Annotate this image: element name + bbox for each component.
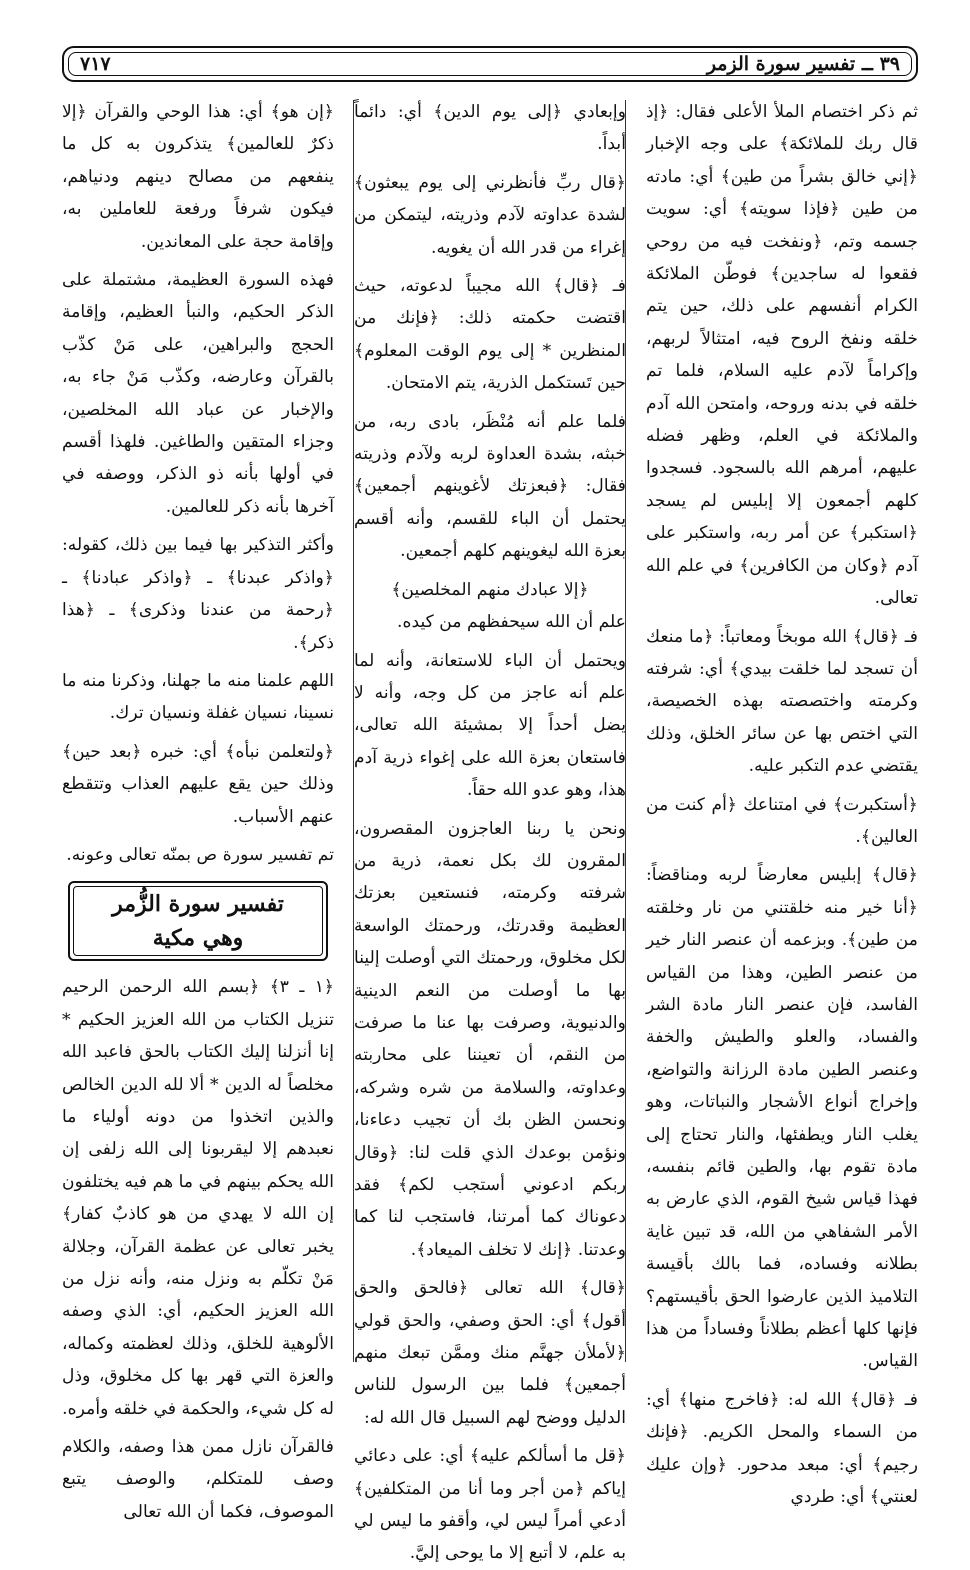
paragraph: ﴿قال﴾ إبليس معارضاً لربه ومناقضاً: ﴿أنا خير منه خلقتني من نار وخلقته من طين﴾. وبزعمه أن عنصر النار خير من عنصر الطين، وهذا من القياس الفاسد، فإن عنصر النار مادة الشر والفساد، والعلو والطيش والخفة وعنصر الطين مادة الرزانة والتواضع، وإخراج أنواع الأشجار والنباتات، وهو يغلب النار ويطفئها، والنار تحتاج إلى مادة تقوم بها، والطين قائم بنفسه، فهذا قياس شيخ القوم، الذي عارض به الأمر الشفاهي من الله، قد تبين غاية بطلانه وفساده، فما بالك بأقيسة التلاميذ الذين عارضوا الحق بأقيستهم؟ فإنها كلها أعظم بطلاناً وفساداً من هذا القياس. [646, 865, 918, 1372]
surah-title-box [68, 881, 328, 961]
paragraph: ﴿قل ما أسألكم عليه﴾ أي: على دعائي إياكم ﴿من أجر وما أنا من المتكلفين﴾ أدعي أمراً ليس لي، وأقفو ما ليس لي به علم، لا أتبع إلا ما يوحى إليَّ. [354, 1446, 626, 1564]
left-column [62, 96, 334, 1522]
paragraph: ونحن يا ربنا العاجزون المقصرون، المقرون لك بكل نعمة، ذرية من شرفته وكرمته، فنستعين بعزتك العظيمة وقدرتك، ورحمتك الواسعة لكل مخلوق، ورحمتك التي أوصلت إلينا بها ما أوصلت من النعم الدينية والدنيوية، وصرفت بها عنا ما صرفت من النقم، أن تعيننا على محاربته وعداوته، والسلامة من شره وشركه، ونحسن الظن بك أن تجيب دعاءنا، ونؤمن بوعدك الذي قلت لنا: ﴿وقال ربكم ادعوني أستجب لكم﴾ فقد دعوناك كما أمرتنا، فاستجب لنا كما وعدتنا. ﴿إنك لا تخلف الميعاد﴾. [354, 818, 626, 1260]
paragraph: ﴿إلا عبادك منهم المخلصين﴾ [391, 579, 589, 600]
paragraph: فـ ﴿قال﴾ الله مجيباً لدعوته، حيث اقتضت حكمته ذلك: ﴿فإنك من المنظرين * إلى يوم الوقت المعلوم﴾ حين تَستكمل الذرية، يتم الامتحان. [354, 276, 626, 394]
paragraph: ﴿أستكبرت﴾ في امتناعك ﴿أم كنت من العالين﴾. [646, 794, 918, 847]
paragraph: تم تفسير سورة ص بمنّه تعالى وعونه. [66, 844, 334, 865]
paragraph: ﴿قال﴾ الله تعالى ﴿فالحق والحق أقول﴾ أي: الحق وصفي، والحق قولي ﴿لأملأن جهنَّم منك وممَّن تبعك منهم أجمعين﴾ فلما بين الرسول للناس الدليل ووضح لهم السبيل قال الله له: [354, 1278, 626, 1428]
right-column [646, 96, 918, 1508]
text-columns [62, 96, 918, 1564]
paragraph: اللهم علمنا منه ما جهلنا، وذكرنا منه ما نسينا، نسيان غفلة ونسيان ترك. [62, 670, 334, 724]
paragraph: فـ ﴿قال﴾ الله موبخاً ومعاتباً: ﴿ما منعك أن تسجد لما خلقت بيدي﴾ أي: شرفته وكرمته واختصصته بهذه الخصيصة، التي اختص بها عن سائر الخلق، وذلك يقتضي عدم التكبر عليه. [646, 626, 918, 777]
paragraph: ﴿إن هو﴾ أي: هذا الوحي والقرآن ﴿إلا ذكرٌ للعالمين﴾ يتذكرون به كل ما ينفعهم من مصالح دينهم ودنياهم، فيكون شرفاً ورفعة للعاملين به، وإقامة حجة على المعاندين. [62, 102, 334, 252]
paragraph: وإبعادي ﴿إلى يوم الدين﴾ أي: دائماً أبداً. [354, 102, 626, 155]
surah-title: تفسير سورة الزُّمر [112, 891, 284, 918]
running-title: ٣٩ ــ تفسير سورة الزمر [706, 53, 900, 75]
running-header [62, 46, 918, 82]
paragraph: علم أن الله سيحفظهم من كيده. [396, 612, 626, 633]
middle-column [354, 96, 626, 1564]
paragraph: فلما علم أنه مُنْظَر، بادى ربه، من خبثه، بشدة العداوة لربه ولآدم وذريته فقال: ﴿فبعزتك لأغوينهم أجمعين﴾ يحتمل أن الباء للقسم، وأنه أقسم بعزة الله ليغوينهم كلهم أجمعين. [354, 411, 626, 562]
paragraph: فهذه السورة العظيمة، مشتملة على الذكر الحكيم، والنبأ العظيم، وإقامة الحجج والبراهين، على مَنْ كذّب بالقرآن وعارضه، وكذّب مَنْ جاء به، والإخبار عن عباد الله المخلصين، وجزاء المتقين والطاغين. فلهذا أقسم في أولها بأنه ذو الذكر، ووصفه في آخرها بأنه ذكر للعالمين. [62, 270, 334, 517]
paragraph: فالقرآن نازل ممن هذا وصفه، والكلام وصف للمتكلم، والوصف يتبع الموصوف، فكما أن الله تعالى [62, 1437, 334, 1522]
paragraph: ثم ذكر اختصام الملأ الأعلى فقال: ﴿إذ قال ربك للملائكة﴾ على وجه الإخبار ﴿إني خالق بشراً من طين﴾ أي: مادته من طين ﴿فإذا سويته﴾ أي: سويت جسمه وتم، ﴿ونفخت فيه من روحي فقعوا له ساجدين﴾ فوطّن الملائكة الكرام أنفسهم على ذلك، حين يتم خلقه ونفخ الروح فيه، امتثالاً لربهم، وإكراماً لآدم عليه السلام، فلما تم خلقه في بدنه وروحه، وامتحن الله آدم والملائكة في العلم، وظهر فضله عليهم، أمرهم الله بالسجود. فسجدوا كلهم أجمعون إلا إبليس لم يسجد ﴿استكبر﴾ عن أمر ربه، واستكبر على آدم ﴿وكان من الكافرين﴾ في علم الله تعالى. [646, 102, 918, 609]
surah-subtitle: وهي مكية [152, 925, 244, 952]
paragraph: ﴿ولتعلمن نبأه﴾ أي: خبره ﴿بعد حين﴾ وذلك حين يقع عليهم العذاب وتتقطع عنهم الأسباب. [62, 741, 334, 827]
paragraph: ويحتمل أن الباء للاستعانة، وأنه لما علم أنه عاجز من كل وجه، وأنه لا يضل أحداً إلا بمشيئة الله تعالى، فاستعان بعزة الله على إغواء ذرية آدم هذا، وهو عدو الله حقاً. [354, 650, 626, 801]
paragraph: وأكثر التذكير بها فيما بين ذلك، كقوله: ﴿واذكر عبدنا﴾ ـ ﴿واذكر عبادنا﴾ ـ ﴿رحمة من عندنا وذكرى﴾ ـ ﴿هذا ذكر﴾. [62, 535, 334, 653]
paragraph: فـ ﴿قال﴾ الله له: ﴿فاخرج منها﴾ أي: من السماء والمحل الكريم. ﴿فإنك رجيم﴾ أي: مبعد مدحور. ﴿وإن عليك لعنتي﴾ أي: طردي [646, 1389, 918, 1508]
paragraph: ﴿١ ـ ٣﴾ ﴿بسم الله الرحمن الرحيم تنزيل الكتاب من الله العزيز الحكيم * إنا أنزلنا إليك الكتاب بالحق فاعبد الله مخلصاً له الدين * ألا لله الدين الخالص والذين اتخذوا من دونه أولياء ما نعبدهم إلا ليقربونا إلى الله زلفى إن الله يحكم بينهم في ما هم فيه يختلفون إن الله لا يهدي من هو كاذبٌ كفار﴾ يخبر تعالى عن عظمة القرآن، وجلالة مَنْ تكلّم به ونزل منه، وأنه نزل من الله العزيز الحكيم، أي: الذي وصفه الألوهية للخلق، وذلك لعظمته وكماله، والعزة التي قهر بها كل مخلوق، وذل له كل شيء، والحكمة في خلقه وأمره. [62, 977, 334, 1419]
paragraph: ﴿قال ربِّ فأنظرني إلى يوم يبعثون﴾ لشدة عداوته لآدم وذريته، ليتمكن من إغراء من قدر الله أن يغويه. [354, 172, 626, 258]
page-number: ٧١٧ [80, 53, 111, 75]
